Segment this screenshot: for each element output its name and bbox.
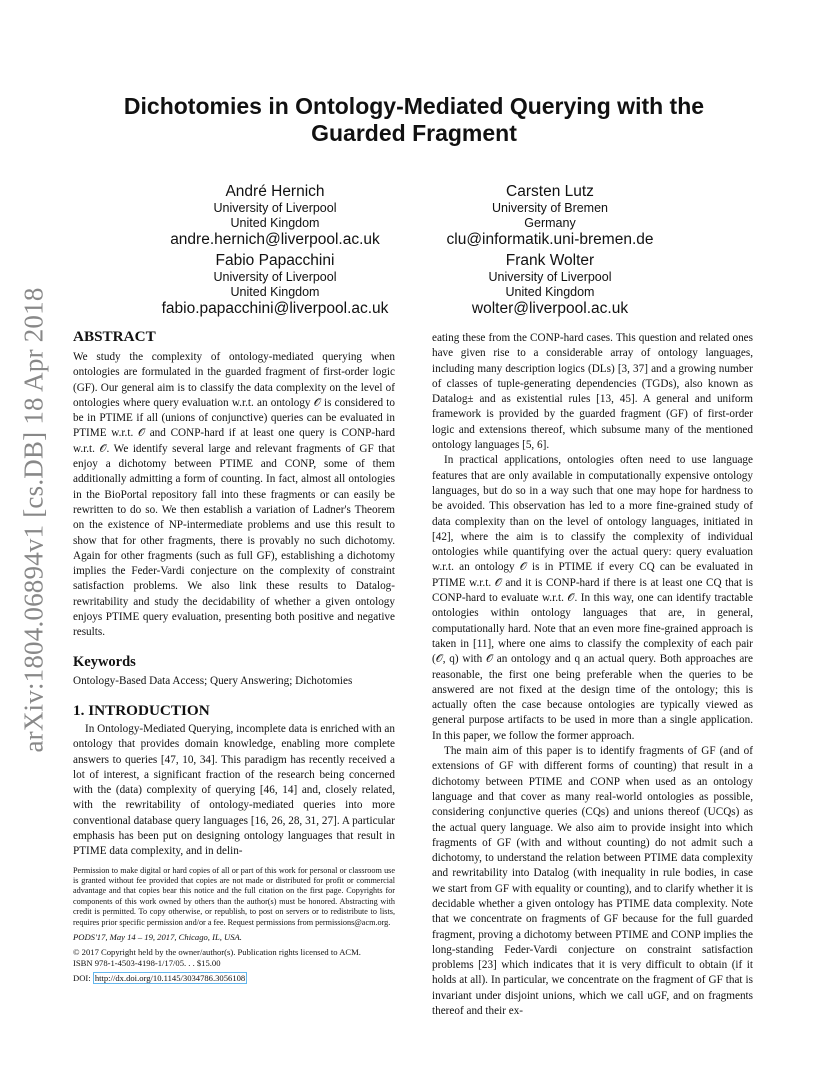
abstract-text: We study the complexity of ontology-mediated querying when ontologies are formulated in the guarded fragment of first-order logic (GF). Our general aim is to classify the data complexity on the level of ontologies where query evaluation w.r.t. an ontology 𝒪 is considered to be in PTIME if all (unions of conjunctive) queries can be evaluated in PTIME w.r.t. 𝒪 and CONP-hard if at least one query is CONP-hard w.r.t. 𝒪. We identify several large and relevant fragments of GF that enjoy a dichotomy between PTIME and CONP, some of them additionally admitting a form of counting. In fact, almost all ontologies in the BioPortal repository fall into these fragments or can easily be rewritten to do so. We then establish a variation of Ladner's Theorem on the existence of NP-intermediate problems and use this result to show that for other fragments, there is provably no such dichotomy. Again for other fragments (such as full GF), establishing a dichotomy implies the Feder-Vardi conjecture on the complexity of constraint satisfaction problems. We also link these results to Datalog-rewritability and study the decidability of whether a given ontology enjoys PTIME query evaluation, presenting both positive and negative results. bbox=[73, 351, 395, 639]
paper-title: Dichotomies in Ontology-Mediated Querying with the Guarded Fragment bbox=[123, 93, 705, 146]
introduction-heading: 1. INTRODUCTION bbox=[73, 701, 210, 719]
author-country: Germany bbox=[524, 216, 576, 230]
abstract-heading: ABSTRACT bbox=[73, 328, 156, 345]
body-paragraph: In practical applications, ontologies often need to use language features that are only available in computationally expensive ontology languages, but do so in a way such that one may hope for hardness to be avoided. This observation has led to a more fine-grained study of data complexity than on the level of ontology languages, initiated in [42], where the aim is to classify the complexity of individual ontologies while quantifying over the actual query: query evaluation w.r.t. an ontology 𝒪 is in PTIME if every CQ can be evaluated in PTIME w.r.t. 𝒪 and it is CONP-hard if there is at least one CQ that is CONP-hard to evaluate w.r.t. 𝒪. In this way, one can identify tractable ontologies within ontology languages that are, in general, computationally hard. Note that an even more fine-grained approach is taken in [11], where one aims to classify the complexity of each pair (𝒪, q) with 𝒪 an ontology and q an actual query. Both approaches are reasonable, the first one being preferable when the queries to be answered are not fixed at the design time of the ontology; this is actually often the case because ontologies are typically viewed as general purpose artifacts to be used in more than a single application. In this paper, we follow the former approach. bbox=[432, 454, 753, 742]
author-country: United Kingdom bbox=[505, 285, 595, 299]
author-affiliation: University of Liverpool bbox=[213, 201, 337, 215]
author-block bbox=[370, 252, 730, 318]
author-email[interactable]: fabio.papacchini@liverpool.ac.uk bbox=[161, 300, 389, 317]
introduction-paragraph: In Ontology-Mediated Querying, incomplete data is enriched with an ontology that provides domain knowledge, enabling more complete answers to queries [47, 10, 34]. This paradigm has recently received a lot of interest, a significant fraction of the research being concerned with the (data) complexity of querying [46, 14] and, closely related, with the rewritability of ontology-mediated queries into more conventional database query languages [16, 26, 28, 31, 27]. A particular emphasis has been put on designing ontology languages that result in PTIME data complexity, and in delin- bbox=[73, 722, 395, 858]
keywords-heading: Keywords bbox=[73, 653, 136, 670]
author-email[interactable]: andre.hernich@liverpool.ac.uk bbox=[170, 231, 380, 248]
isbn: ISBN 978-1-4503-4198-1/17/05. . . $15.00 bbox=[73, 958, 221, 969]
author-email[interactable]: clu@informatik.uni-bremen.de bbox=[446, 231, 654, 248]
author-affiliation: University of Liverpool bbox=[213, 270, 337, 284]
author-affiliation: University of Bremen bbox=[491, 201, 608, 215]
body-paragraph: eating these from the CONP-hard cases. This question and related ones have given rise to a considerable array of ontology languages, including many description logics (DLs) [3, 37] and a growing number of classes of tuple-generating dependencies (TGDs), also known as Datalog± and as existential rules [13, 45]. A general and uniform framework is provided by the guarded fragment (GF) of first-order logic and extensions thereof, which subsume many of the mentioned ontology languages [5, 6]. bbox=[432, 332, 753, 452]
author-country: United Kingdom bbox=[230, 285, 320, 299]
author-name: Frank Wolter bbox=[505, 252, 595, 269]
author-name: Fabio Papacchini bbox=[215, 252, 335, 269]
copyright-notice: © 2017 Copyright held by the owner/author(s). Publication rights licensed to ACM. bbox=[73, 947, 361, 958]
arxiv-identifier: arXiv:1804.06894v1 [cs.DB] 18 Apr 2018 bbox=[18, 287, 49, 753]
author-block bbox=[370, 183, 730, 249]
author-affiliation: University of Liverpool bbox=[488, 270, 612, 284]
body-paragraph: The main aim of this paper is to identify fragments of GF (and of extensions of GF with different forms of counting) that result in a dichotomy between PTIME and CONP when used as an ontology language and that cover as many real-world ontologies as possible, considering conjunctive queries (CQs) and unions thereof (UCQs) as the actual query language. We also aim to provide insight into which fragments of GF (with and without counting) do not admit such a dichotomy, to understand the relation between PTIME data complexity and rewritability into Datalog (with inequality in rule bodies, in case we start from GF with equality or counting), and to clarify whether it is decidable whether a given ontology has PTIME data complexity. Note that we concentrate on fragments of GF because for the full guarded fragment, proving a dichotomy between PTIME and CONP implies the long-standing Feder-Vardi conjecture on constraint satisfaction problems [23] which indicates that it is very difficult to obtain (if it holds at all). In particular, we concentrate on the fragment of GF that is invariant under disjoint unions, which we call uGF, and on fragments thereof and their ex- bbox=[432, 745, 753, 1018]
conference-info: PODS'17, May 14 – 19, 2017, Chicago, IL, USA. bbox=[73, 932, 242, 943]
author-country: United Kingdom bbox=[230, 216, 320, 230]
right-column bbox=[432, 331, 753, 1019]
doi-line bbox=[73, 973, 395, 984]
author-name: André Hernich bbox=[225, 183, 325, 200]
keywords-text: Ontology-Based Data Access; Query Answering; Dichotomies bbox=[73, 674, 353, 687]
footnote-block bbox=[73, 866, 395, 984]
author-email[interactable]: wolter@liverpool.ac.uk bbox=[471, 300, 629, 317]
doi-link[interactable]: http://dx.doi.org/10.1145/3034786.3056108 bbox=[94, 973, 246, 984]
permission-notice: Permission to make digital or hard copies of all or part of this work for personal or classroom use is granted without fee provided that copies are not made or distributed for profit or commercial advantage and that copies bear this notice and the full citation on the first page. Copyrights for components of this work owned by others than the author(s) must be honored. Abstracting with credit is permitted. To copy otherwise, or republish, to post on servers or to redistribute to lists, requires prior specific permission and/or a fee. Request permissions from permissions@acm.org. bbox=[73, 865, 395, 927]
arxiv-stamp bbox=[20, 285, 48, 755]
left-column bbox=[73, 328, 395, 984]
author-name: Carsten Lutz bbox=[506, 183, 594, 200]
doi-label: DOI: bbox=[73, 973, 93, 984]
